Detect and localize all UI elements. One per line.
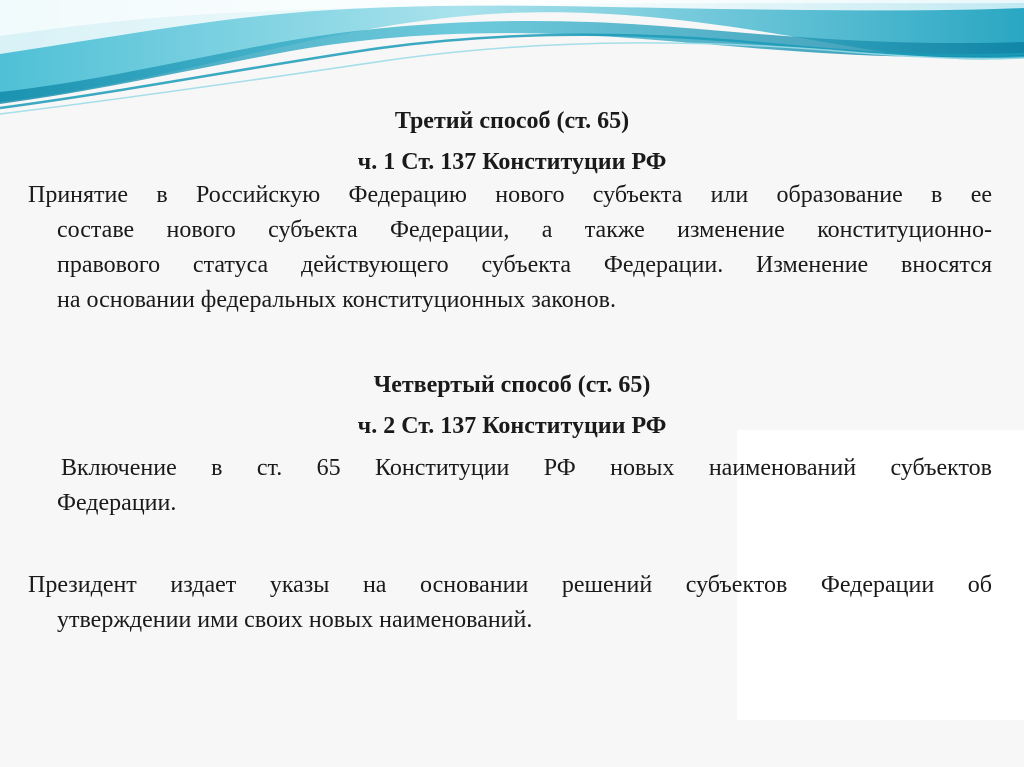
section-one-paragraph-line-4: на основании федеральных конституционных законов. (57, 287, 616, 313)
section-two-paragraph-line-2: Федерации. (57, 490, 177, 516)
section-one-reference: ч. 1 Ст. 137 Конституции РФ (357, 149, 667, 175)
final-paragraph-line-1: Президент издает указы на основании решений субъектов Федерации об (28, 572, 992, 598)
final-paragraph (28, 568, 992, 638)
section-two-paragraph (28, 451, 992, 521)
section-one-heading: Третий способ (ст. 65) (394, 108, 630, 134)
section-one-paragraph (28, 178, 992, 318)
section-one-paragraph-line-1: Принятие в Российскую Федерацию нового субъекта или образование в ее (28, 182, 992, 208)
section-two-heading: Четвертый способ (ст. 65) (373, 372, 651, 398)
section-one-paragraph-line-2: составе нового субъекта Федерации, а также изменение конституционно- (57, 217, 992, 243)
final-paragraph-line-2: утверждении ими своих новых наименований. (57, 607, 533, 633)
section-two-reference: ч. 2 Ст. 137 Конституции РФ (357, 413, 667, 439)
section-one-paragraph-line-3: правового статуса действующего субъекта Федерации. Изменение вносятся (57, 252, 992, 278)
section-two-paragraph-line-1: Включение в ст. 65 Конституции РФ новых наименований субъектов (61, 455, 992, 481)
